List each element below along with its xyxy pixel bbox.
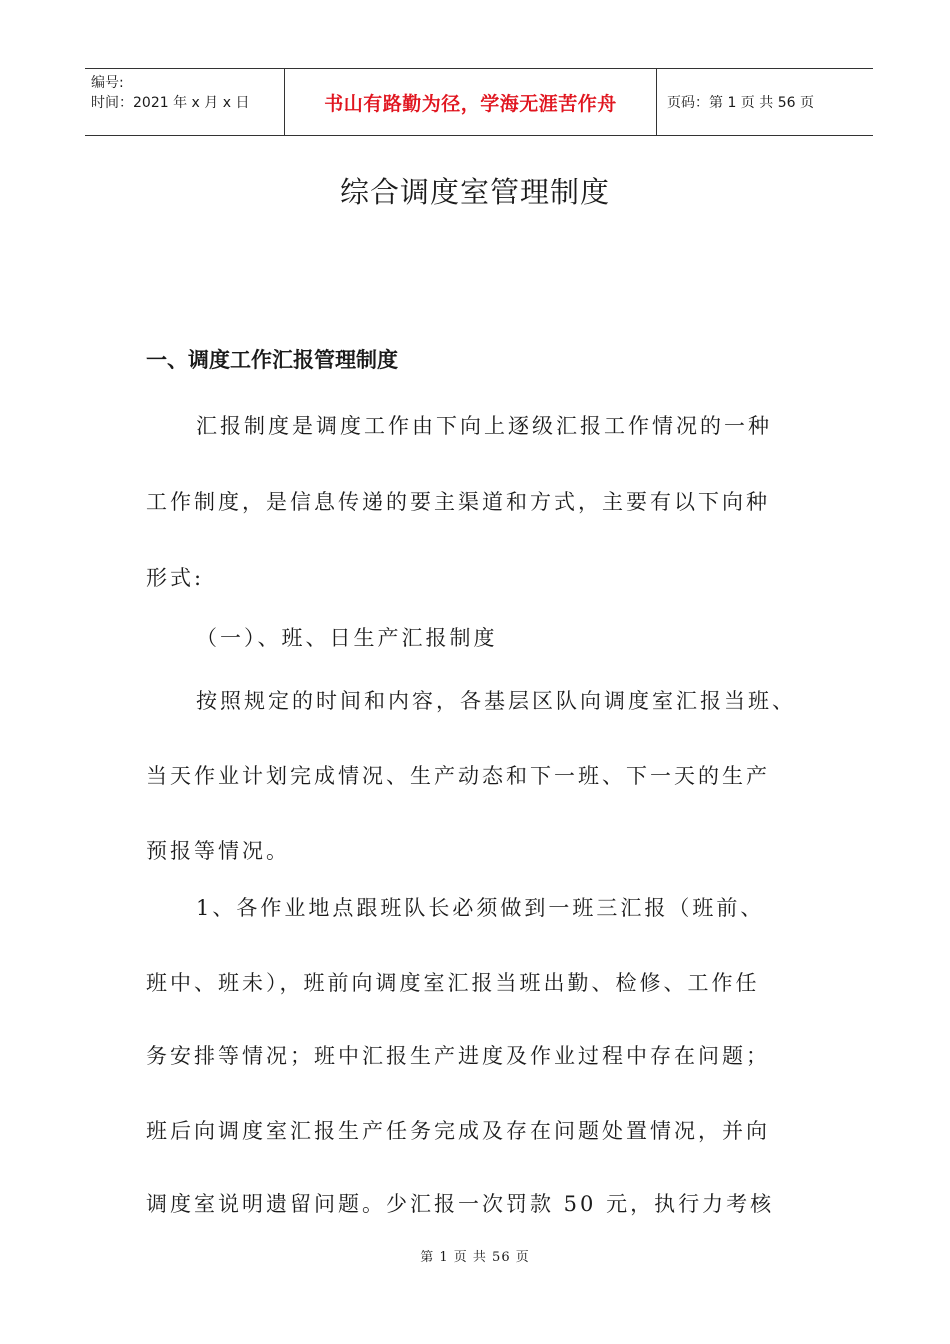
doc-time-label: 时间：2021 年 x 月 x 日 [91,95,250,111]
document-title: 综合调度室管理制度 [339,175,610,209]
header-page-info: 页码：第 1 页 共 56 页 [667,95,814,111]
page-footer: 第 1 页 共 56 页 [420,1250,530,1265]
body-line: （一）、班、日生产汇报制度 [196,626,498,650]
page-header [85,68,873,136]
doc-code-label: 编号: [91,75,124,91]
body-line: 班中、班未），班前向调度室汇报当班出勤、检修、工作任 [146,971,760,995]
body-line: 按照规定的时间和内容，各基层区队向调度室汇报当班、 [196,689,796,713]
body-line: 当天作业计划完成情况、生产动态和下一班、下一天的生产 [146,764,770,788]
body-line: 工作制度，是信息传递的要主渠道和方式，主要有以下向种 [146,490,770,514]
body-line: 班后向调度室汇报生产任务完成及存在问题处置情况，并向 [146,1119,770,1143]
body-line: 预报等情况。 [146,839,290,863]
body-line: 1、各作业地点跟班队长必须做到一班三汇报（班前、 [196,896,765,920]
body-line: 形式: [146,566,205,590]
body-line: 务安排等情况；班中汇报生产进度及作业过程中存在问题； [146,1044,770,1068]
header-motto-cell [285,69,657,135]
body-line: 调度室说明遗留问题。少汇报一次罚款 50 元，执行力考核 [146,1192,775,1216]
section-heading: 一、调度工作汇报管理制度 [146,348,398,372]
header-page-cell [657,69,873,135]
header-motto: 书山有路勤为径，学海无涯苦作舟 [324,92,617,115]
header-meta-cell [85,69,285,135]
body-line: 汇报制度是调度工作由下向上逐级汇报工作情况的一种 [196,414,772,438]
